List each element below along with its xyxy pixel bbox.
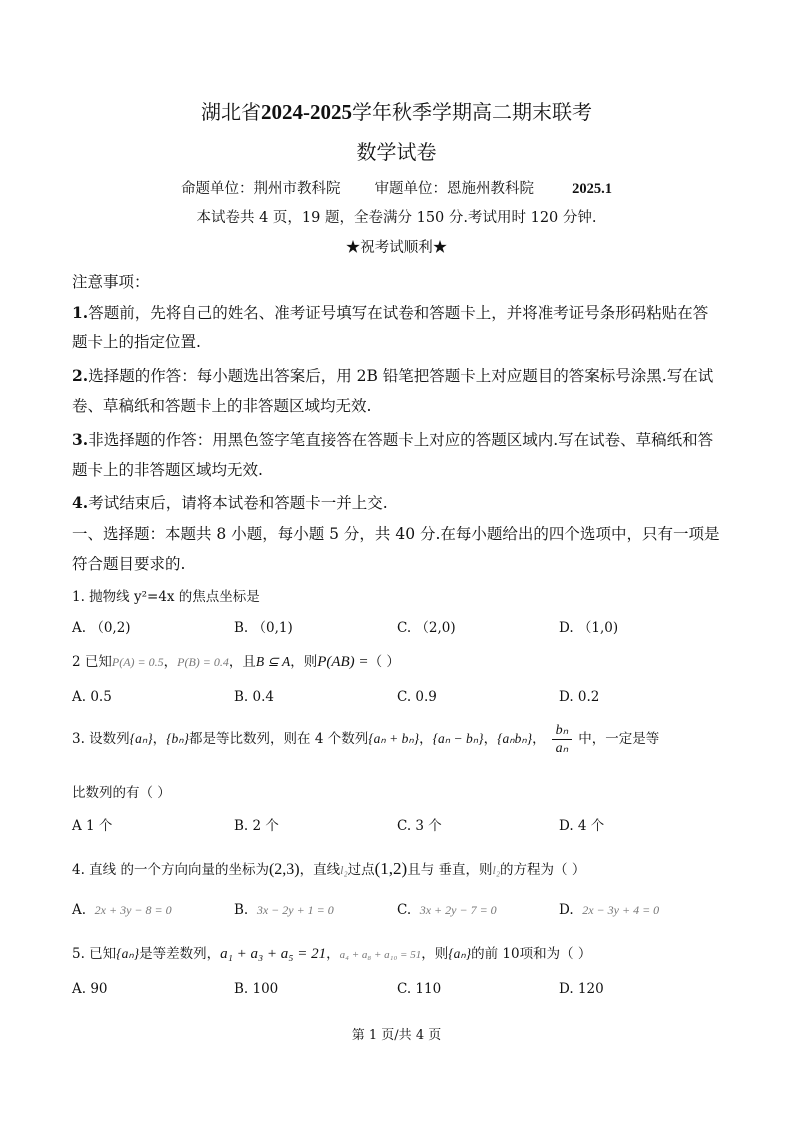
question-1-stem: 1. 抛物线 y²=4x 的焦点坐标是 <box>72 589 260 605</box>
title-province: 湖北省 <box>201 100 261 124</box>
notice-heading: 注意事项： <box>72 273 150 291</box>
stem-text: ， <box>483 731 498 747</box>
question-5-option-b: B. 100 <box>234 981 279 997</box>
math-expr: a₁ + a₃ + a₅ = 21 <box>220 946 327 962</box>
question-3-option-c: C. 3 个 <box>397 818 442 834</box>
question-1-option-d: D. （1,0) <box>559 620 619 636</box>
stem-text: ， <box>163 654 178 670</box>
math-expr: {aₙ} <box>448 946 472 961</box>
notice-item-1-cont: 题卡上的指定位置. <box>72 333 201 351</box>
question-2-option-c: C. 0.9 <box>397 689 437 705</box>
stem-text: 是等差数列， <box>139 946 221 962</box>
math-expr: {bₙ} <box>166 731 190 746</box>
question-2-option-b: B. 0.4 <box>234 689 274 705</box>
notice-text: 答题前，先将自己的姓名、准考证号填写在试卷和答题卡上，并将准考证号条形码粘贴在答 <box>88 304 709 322</box>
option-letter: B. <box>234 902 249 918</box>
question-5-stem <box>72 942 591 963</box>
stem-text: 2 已知 <box>72 654 112 670</box>
math-expr: l₂ <box>492 863 501 877</box>
exam-meta <box>0 177 793 198</box>
question-5-option-c: C. 110 <box>397 981 442 997</box>
notice-num: 4. <box>72 493 89 512</box>
math-expr: 2x − 3y + 4 = 0 <box>582 903 660 917</box>
stem-text: ，直线 <box>299 862 341 878</box>
math-expr: l₂ <box>340 863 348 877</box>
exam-info: 本试卷共 4 页，19 题，全卷满分 150 分.考试用时 120 分钟. <box>196 210 597 226</box>
question-1-option-a: A. （0,2) <box>72 620 131 636</box>
math-expr: P(A) = 0.5 <box>111 655 164 669</box>
stem-text: 3. 设数列 <box>72 731 130 747</box>
question-1-option-c: C. （2,0) <box>397 620 456 636</box>
reviewer-unit: 审题单位：恩施州教科院 <box>374 181 535 197</box>
math-expr: (2,3) <box>268 861 300 878</box>
stem-text: 且与 垂直，则 <box>407 862 493 878</box>
notice-item-3 <box>72 428 727 450</box>
math-expr: {aₙ + bₙ} <box>368 731 420 746</box>
stem-text: 中，一定是等 <box>578 731 660 747</box>
math-expr: {aₙ} <box>116 946 140 961</box>
fraction-denominator: aₙ <box>555 741 569 756</box>
notice-num: 2. <box>72 366 89 385</box>
notice-item-4 <box>72 491 727 513</box>
question-2-option-a: A. 0.5 <box>72 689 112 705</box>
question-3-option-d: D. 4 个 <box>559 818 605 834</box>
stem-text: ， <box>532 731 546 747</box>
math-expr: (1,2) <box>374 859 408 878</box>
math-expr: a₄ + a₈ + a₁₀ = 51 <box>339 949 422 961</box>
stem-text: ，且 <box>228 654 256 670</box>
option-letter: D. <box>559 902 574 918</box>
stem-text: 过点 <box>347 862 375 878</box>
notice-item-2-cont: 卷、草稿纸和答题卡上的非答题区域均无效. <box>72 397 372 415</box>
question-2-stem <box>72 650 400 671</box>
page-footer: 第 1 页/共 4 页 <box>351 1028 442 1043</box>
stem-text: ， <box>419 731 433 747</box>
math-expr: 3x − 2y + 1 = 0 <box>256 903 334 917</box>
notice-text: 非选择题的作答：用黑色签字笔直接答在答题卡上对应的答题区域内.写在试卷、草稿纸和答 <box>88 431 714 449</box>
exam-date: 2025.1 <box>572 181 612 197</box>
question-4-option-b <box>234 902 334 918</box>
question-4-option-d <box>559 902 659 918</box>
stem-text: 都是等比数列，则在 4 个数列 <box>189 731 369 747</box>
title-term: 学年秋季学期高二期末联考 <box>352 100 592 124</box>
stem-text: 5. 已知 <box>72 946 117 962</box>
notice-text: 考试结束后，请将本试卷和答题卡一并上交. <box>88 494 388 512</box>
section-heading-cont: 符合题目要求的. <box>72 555 186 573</box>
option-letter: C. <box>397 902 412 918</box>
section-heading: 一、选择题：本题共 8 小题，每小题 5 分，共 40 分.在每小题给出的四个选项中，只有一项是 <box>72 525 720 543</box>
question-2-option-d: D. 0.2 <box>559 689 600 705</box>
math-expr: 2x + 3y − 8 = 0 <box>94 903 172 917</box>
stem-text: ，则 <box>290 654 318 670</box>
math-expr: {aₙ} <box>129 731 153 746</box>
notice-num: 3. <box>72 430 89 449</box>
math-expr: {aₙ − bₙ} <box>432 731 484 746</box>
stem-text: ， <box>326 946 340 962</box>
exam-wish: ★祝考试顺利★ <box>345 240 448 256</box>
notice-text: 选择题的作答：每小题选出答案后，用 2B 铅笔把答题卡上对应题目的答案标号涂黑.写在试 <box>88 367 714 385</box>
question-1-option-b: B. （0,1) <box>234 620 293 636</box>
question-3-stem-cont: 比数列的有（ ） <box>72 785 171 801</box>
question-3-option-a: A 1 个 <box>72 818 113 834</box>
math-expr: P(B) = 0.4 <box>177 655 229 669</box>
math-expr: {aₙbₙ} <box>497 731 533 746</box>
question-4-option-a <box>72 902 172 918</box>
stem-text: 的前 10项和为（ ） <box>471 946 592 962</box>
stem-text: 4. 直线 的一个方向向量的坐标为 <box>72 862 269 878</box>
notice-item-3-cont: 题卡上的非答题区域均无效. <box>72 461 263 479</box>
question-4-stem <box>72 858 585 879</box>
setter-unit: 命题单位：荆州市教科院 <box>181 181 341 197</box>
math-expr: B ⊆ A <box>255 654 291 669</box>
fraction-b-over-a <box>546 722 579 757</box>
stem-text: ，则 <box>421 946 449 962</box>
math-expr: 3x + 2y − 7 = 0 <box>419 903 497 917</box>
option-letter: A. <box>72 902 87 918</box>
exam-title <box>0 96 793 125</box>
question-5-option-d: D. 120 <box>559 981 604 997</box>
stem-text: ， <box>152 731 167 747</box>
math-expr: P(AB) = <box>317 654 369 670</box>
question-4-option-c <box>397 902 497 918</box>
exam-subject: 数学试卷 <box>356 140 437 164</box>
question-3-option-b: B. 2 个 <box>234 818 279 834</box>
title-year: 2024-2025 <box>261 100 352 124</box>
question-3-stem <box>72 722 659 757</box>
fraction-numerator: bₙ <box>552 722 573 740</box>
stem-text: 的方程为（ ） <box>500 862 586 878</box>
question-5-option-a: A. 90 <box>72 981 108 997</box>
stem-text: （ ） <box>368 654 400 670</box>
notice-item-1 <box>72 301 727 323</box>
notice-num: 1. <box>72 303 89 322</box>
notice-item-2 <box>72 364 727 386</box>
